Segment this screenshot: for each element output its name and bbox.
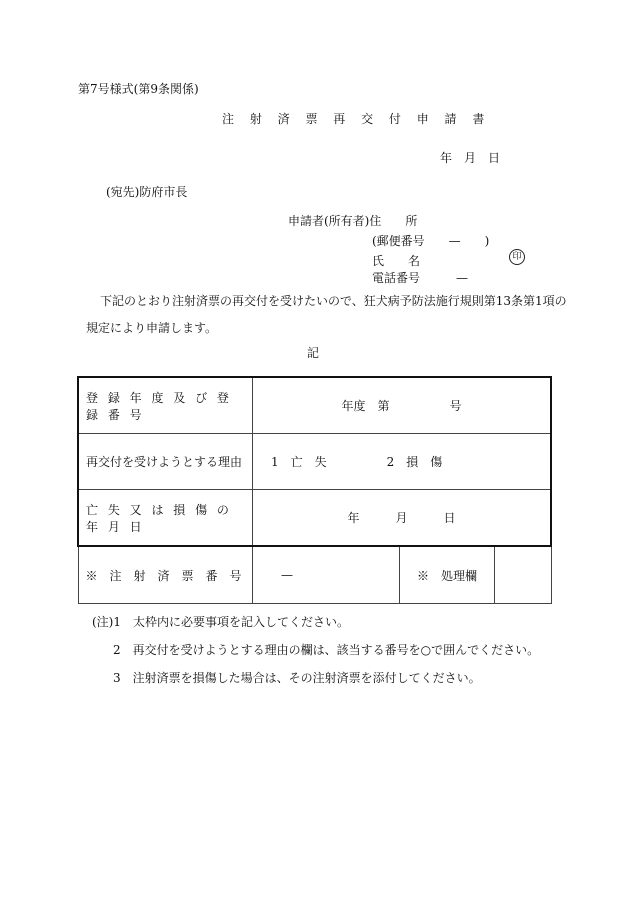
tag-number-label: ※ 注 射 済 票 番 号: [78, 546, 253, 604]
addressee: (宛先)防府市長: [106, 185, 188, 199]
loss-date-label: 亡 失 又 は 損 傷 の 年 月 日: [78, 490, 253, 547]
body-text-line1: 下記のとおり注射済票の再交付を受けたいので、狂犬病予防法施行規則第13条第1項の: [100, 294, 567, 308]
body-text-line2: 規定により申請します。: [86, 321, 218, 335]
registration-field[interactable]: 年度 第 号: [253, 377, 552, 434]
table-row: [78, 434, 551, 490]
reason-label: 再交付を受けようとする理由: [78, 434, 253, 490]
applicant-name-label: 氏 名: [372, 254, 421, 268]
processing-label: ※ 処理欄: [400, 546, 495, 604]
applicant-tel-label: 電話番号 —: [372, 271, 469, 285]
table-row: [78, 377, 551, 434]
table-row: [78, 546, 551, 604]
processing-field[interactable]: [495, 546, 552, 604]
note-2: 2 再交付を受けようとする理由の欄は、該当する番号を○で囲んでください。: [113, 643, 540, 657]
ki-heading: 記: [307, 346, 320, 360]
date-line: 年 月 日: [440, 151, 501, 165]
loss-date-field[interactable]: 年 月 日: [253, 490, 552, 547]
reason-field[interactable]: 1 亡 失 2 損 傷: [253, 434, 552, 490]
applicant-address-label: 申請者(所有者)住 所: [288, 214, 418, 228]
note-3: 3 注射済票を損傷した場合は、その注射済票を添付してください。: [113, 671, 481, 685]
form-title: 注 射 済 票 再 交 付 申 請 書: [222, 112, 491, 126]
registration-label: 登 録 年 度 及 び 登 録 番 号: [78, 377, 253, 434]
applicant-postal-label: (郵便番号 — ): [372, 234, 490, 248]
application-table: [77, 376, 552, 604]
tag-number-field[interactable]: —: [253, 546, 400, 604]
table-row: [78, 490, 551, 547]
form-number: 第7号様式(第9条関係): [78, 82, 199, 96]
seal-icon: 印: [509, 249, 525, 265]
note-1: (注)1 太枠内に必要事項を記入してください。: [92, 615, 349, 629]
